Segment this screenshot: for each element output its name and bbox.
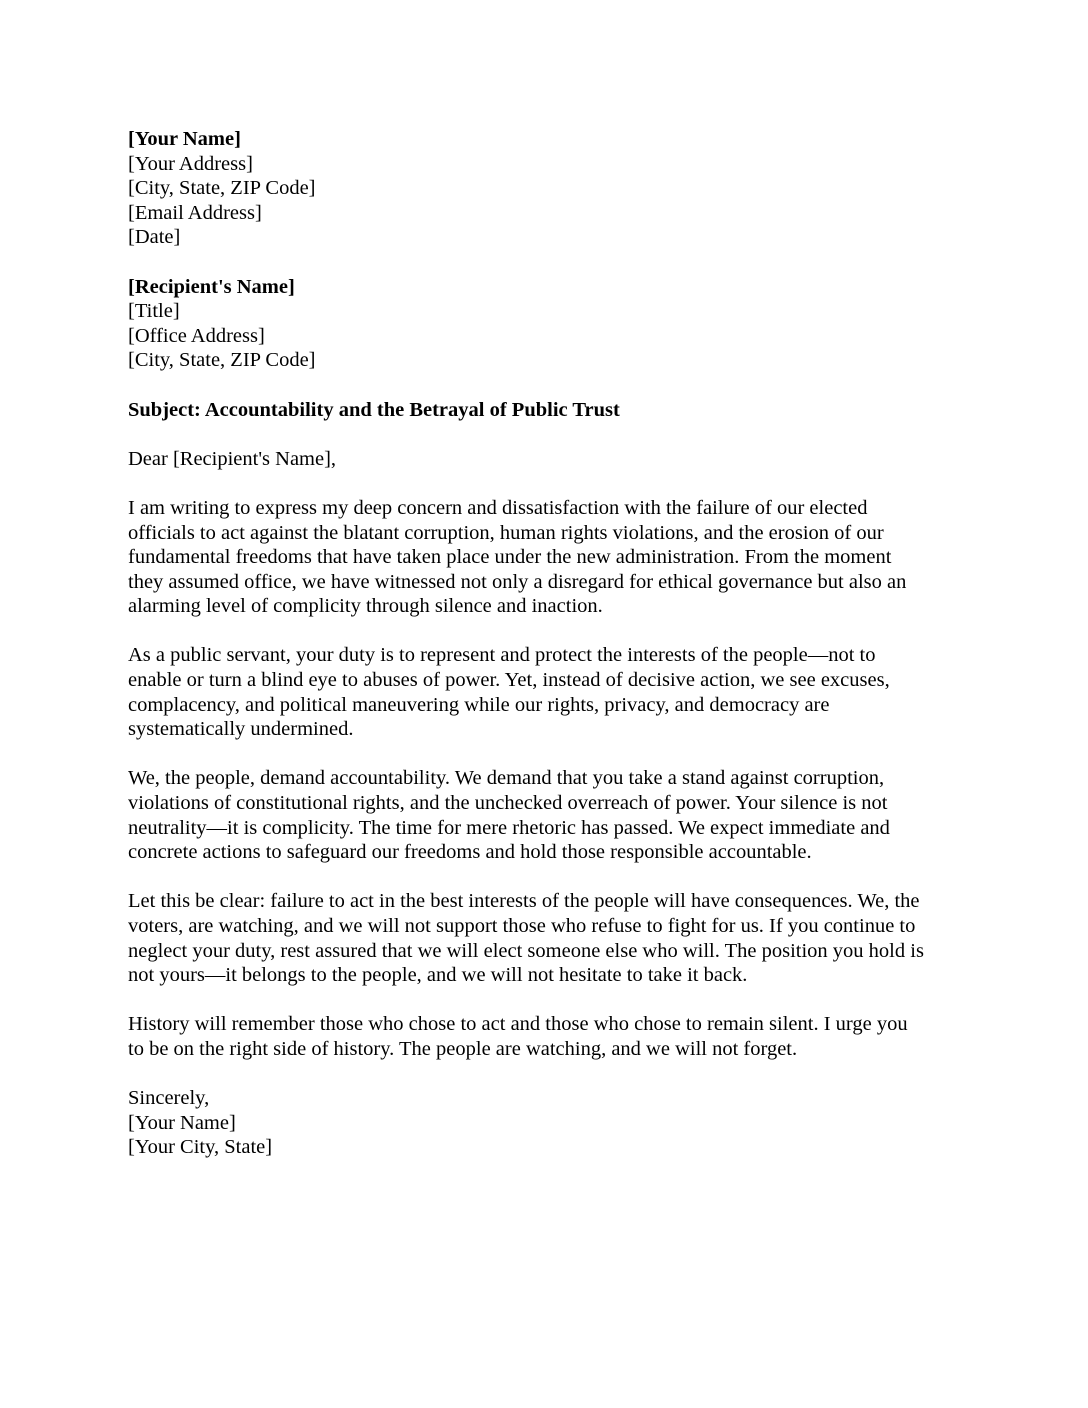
paragraph-line: systematically undermined. <box>128 718 354 741</box>
paragraph-line: complacency, and political maneuvering while our rights, privacy, and democracy are <box>128 693 830 716</box>
sender-email: [Email Address] <box>128 201 262 224</box>
spacer <box>128 422 968 447</box>
paragraph-line: not yours—it belongs to the people, and we will not hesitate to take it back. <box>128 964 748 987</box>
paragraph-line: neglect your duty, rest assured that we will elect someone else who will. The position you hold is <box>128 939 924 962</box>
recipient-city-state-zip: [City, State, ZIP Code] <box>128 349 316 372</box>
paragraph-line: voters, are watching, and we will not support those who refuse to fight for us. If you continue to <box>128 915 916 937</box>
body-paragraph-5 <box>128 1012 968 1061</box>
spacer <box>128 742 968 767</box>
paragraph-line: concrete actions to safeguard our freedoms and hold those responsible accountable. <box>128 841 812 864</box>
sender-city-state-zip: [City, State, ZIP Code] <box>128 177 316 200</box>
spacer <box>128 373 968 398</box>
spacer <box>128 865 968 890</box>
paragraph-line: they assumed office, we have witnessed not only a disregard for ethical governance but also an <box>128 570 907 593</box>
paragraph-line: fundamental freedoms that have taken place under the new administration. From the moment <box>128 546 892 569</box>
spacer <box>128 471 968 496</box>
spacer <box>128 988 968 1013</box>
spacer <box>128 1062 968 1087</box>
signature-city-state: [Your City, State] <box>128 1136 273 1159</box>
sender-block <box>128 127 968 250</box>
paragraph-line: violations of constitutional rights, and the unchecked overreach of power. Your silence is not <box>128 792 888 815</box>
recipient-office-address: [Office Address] <box>128 324 265 347</box>
sender-date: [Date] <box>128 226 181 249</box>
subject-line: Subject: Accountability and the Betrayal of Public Trust <box>128 398 620 421</box>
paragraph-line: I am writing to express my deep concern and dissatisfaction with the failure of our elected <box>128 496 868 519</box>
body-paragraph-2 <box>128 643 968 741</box>
paragraph-line: alarming level of complicity through silence and inaction. <box>128 595 603 618</box>
recipient-block <box>128 275 968 373</box>
paragraph-line: to be on the right side of history. The people are watching, and we will not forget. <box>128 1037 798 1060</box>
paragraph-line: We, the people, demand accountability. We demand that you take a stand against corruption, <box>128 767 885 790</box>
paragraph-line: officials to act against the blatant corruption, human rights violations, and the erosion of our <box>128 521 884 544</box>
paragraph-line: History will remember those who chose to act and those who chose to remain silent. I urge you <box>128 1013 908 1036</box>
sender-name: [Your Name] <box>128 128 241 150</box>
salutation: Dear [Recipient's Name], <box>128 447 337 470</box>
sender-address: [Your Address] <box>128 152 253 175</box>
recipient-name: [Recipient's Name] <box>128 275 295 298</box>
paragraph-line: neutrality—it is complicity. The time for mere rhetoric has passed. We expect immediate and <box>128 816 890 839</box>
body-paragraph-4 <box>128 889 968 987</box>
sign-off: Sincerely, <box>128 1087 210 1110</box>
recipient-title: [Title] <box>128 300 180 323</box>
paragraph-line: As a public servant, your duty is to represent and protect the interests of the people—not to <box>128 644 876 667</box>
closing-block <box>128 1086 968 1160</box>
letter-page <box>128 127 968 1160</box>
paragraph-line: enable or turn a blind eye to abuses of power. Yet, instead of decisive action, we see excuses, <box>128 669 890 692</box>
body-paragraph-3 <box>128 766 968 864</box>
spacer <box>128 619 968 644</box>
spacer <box>128 250 968 275</box>
signature-name: [Your Name] <box>128 1111 236 1134</box>
paragraph-line: Let this be clear: failure to act in the best interests of the people will have consequences. We, the <box>128 890 920 913</box>
body-paragraph-1 <box>128 496 968 619</box>
